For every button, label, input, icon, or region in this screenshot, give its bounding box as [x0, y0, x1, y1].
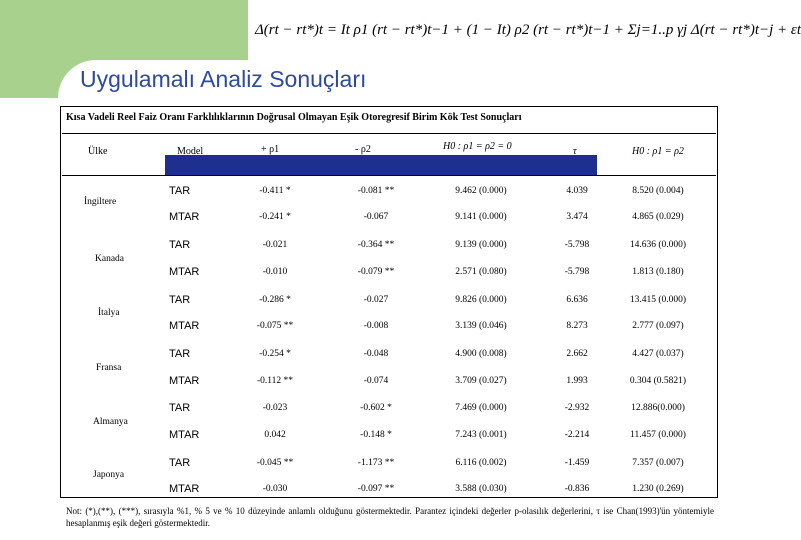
header-rho1: + ρ1 — [261, 144, 280, 155]
tau-cell: -1.459 — [564, 458, 590, 468]
model-cell: MTAR — [169, 211, 200, 223]
country-label: Fransa — [96, 363, 122, 373]
rho2-cell: -1.173 ** — [357, 458, 395, 468]
rho1-cell: 0.042 — [264, 430, 286, 440]
h0-cell: 3.709 (0.027) — [455, 376, 507, 386]
model-cell: TAR — [169, 185, 191, 197]
h0b-cell: 13.415 (0.000) — [629, 295, 687, 305]
h0b-cell: 4.865 (0.029) — [632, 212, 684, 222]
h0-cell: 9.139 (0.000) — [455, 240, 507, 250]
model-cell: MTAR — [169, 483, 200, 495]
tau-cell: 1.993 — [566, 376, 588, 386]
h0-cell: 3.588 (0.030) — [455, 484, 507, 494]
header-model: Model — [177, 146, 204, 157]
h0-cell: 9.462 (0.000) — [455, 186, 507, 196]
rho1-cell: -0.075 ** — [256, 321, 294, 331]
model-cell: TAR — [169, 402, 191, 414]
rho2-cell: -0.364 ** — [357, 240, 395, 250]
model-cell: TAR — [169, 457, 191, 469]
rho1-cell: -0.030 — [262, 484, 288, 494]
h0b-cell: 2.777 (0.097) — [632, 321, 684, 331]
header-bottom-rule — [62, 175, 716, 176]
tau-cell: -5.798 — [564, 267, 590, 277]
h0-cell: 6.116 (0.002) — [455, 458, 507, 468]
rho2-cell: -0.074 — [363, 376, 389, 386]
h0-cell: 7.469 (0.000) — [455, 403, 507, 413]
tau-cell: -5.798 — [564, 240, 590, 250]
h0-cell: 3.139 (0.046) — [455, 321, 507, 331]
tau-cell: 4.039 — [566, 186, 588, 196]
model-cell: MTAR — [169, 375, 200, 387]
model-cell: TAR — [169, 294, 191, 306]
rho1-cell: -0.254 * — [259, 349, 291, 359]
h0b-cell: 1.230 (0.269) — [632, 484, 684, 494]
header-h0-joint: H0 : ρ1 = ρ2 = 0 — [443, 141, 512, 152]
header-rho2: - ρ2 — [355, 144, 371, 155]
country-label: Japonya — [93, 470, 125, 480]
h0b-cell: 11.457 (0.000) — [630, 430, 686, 440]
h0-cell: 4.900 (0.008) — [455, 349, 507, 359]
tau-cell: -2.214 — [564, 430, 590, 440]
tau-cell: 8.273 — [566, 321, 588, 331]
h0-cell: 7.243 (0.001) — [455, 430, 507, 440]
model-cell: TAR — [169, 239, 191, 251]
rho1-cell: -0.023 — [262, 403, 288, 413]
rho2-cell: -0.027 — [363, 295, 389, 305]
rho1-cell: -0.286 * — [259, 295, 291, 305]
tau-cell: 2.662 — [566, 349, 588, 359]
header-top-rule — [62, 133, 716, 134]
tau-cell: 6.636 — [566, 295, 588, 305]
country-label: İtalya — [98, 308, 120, 318]
rho2-cell: -0.048 — [363, 349, 389, 359]
country-label: Kanada — [95, 254, 125, 264]
h0b-cell: 8.520 (0.004) — [632, 186, 684, 196]
model-cell: TAR — [169, 348, 191, 360]
h0b-cell: 14.636 (0.000) — [629, 240, 687, 250]
table-caption: Kısa Vadeli Reel Faiz Oranı Farklılıklarının Doğrusal Olmayan Eşik Otoregresif Birim Kök Test Sonuçları — [66, 112, 522, 123]
rho1-cell: -0.112 ** — [256, 376, 294, 386]
rho2-cell: -0.067 — [363, 212, 389, 222]
h0b-cell: 12.886(0.000) — [631, 403, 685, 413]
rho2-cell: -0.008 — [363, 321, 389, 331]
rho1-cell: -0.045 ** — [256, 458, 294, 468]
h0b-cell: 0.304 (0.5821) — [629, 376, 687, 386]
header-h0-symmetry: H0 : ρ1 = ρ2 — [632, 146, 684, 157]
model-cell: MTAR — [169, 320, 200, 332]
equation-formula: Δ(rt − rt*)t = It ρ1 (rt − rt*)t−1 + (1 − It) ρ2 (rt − rt*)t−1 + Σj=1..p γj Δ(rt − rt*)t−j + εt — [255, 22, 801, 38]
rho2-cell: -0.148 * — [360, 430, 392, 440]
header-country: Ülke — [88, 146, 108, 157]
h0b-cell: 7.357 (0.007) — [632, 458, 684, 468]
h0b-cell: 4.427 (0.037) — [632, 349, 684, 359]
rho2-cell: -0.079 ** — [357, 267, 395, 277]
rho2-cell: -0.602 * — [360, 403, 392, 413]
h0-cell: 2.571 (0.080) — [455, 267, 507, 277]
h0-cell: 9.826 (0.000) — [455, 295, 507, 305]
rho1-cell: -0.010 — [262, 267, 288, 277]
model-cell: MTAR — [169, 429, 200, 441]
rho1-cell: -0.411 * — [259, 186, 291, 196]
rho1-cell: -0.241 * — [259, 212, 291, 222]
model-cell: MTAR — [169, 266, 200, 278]
header-tau: τ — [573, 146, 577, 157]
tau-cell: -0.836 — [564, 484, 590, 494]
h0b-cell: 1.813 (0.180) — [632, 267, 684, 277]
tau-cell: 3.474 — [566, 212, 588, 222]
country-label: İngiltere — [84, 197, 117, 207]
h0-cell: 9.141 (0.000) — [455, 212, 507, 222]
slide-title: Uygulamalı Analiz Sonuçları — [80, 66, 367, 92]
table-note: Not: (*),(**), (***), sırasıyla %1, % 5 ve % 10 düzeyinde anlamlı olduğunu göstermektedir. Parantez içindeki değerler p-olasılık değerlerini, τ ise Chan(1993)'ün yöntemiyle hesaplanmış eşik değeri göstermektedir. — [66, 506, 714, 528]
rho1-cell: -0.021 — [262, 240, 288, 250]
country-label: Almanya — [93, 417, 128, 427]
rho2-cell: -0.081 ** — [357, 186, 395, 196]
header-highlight-bar — [165, 155, 597, 175]
tau-cell: -2.932 — [564, 403, 590, 413]
rho2-cell: -0.097 ** — [357, 484, 395, 494]
